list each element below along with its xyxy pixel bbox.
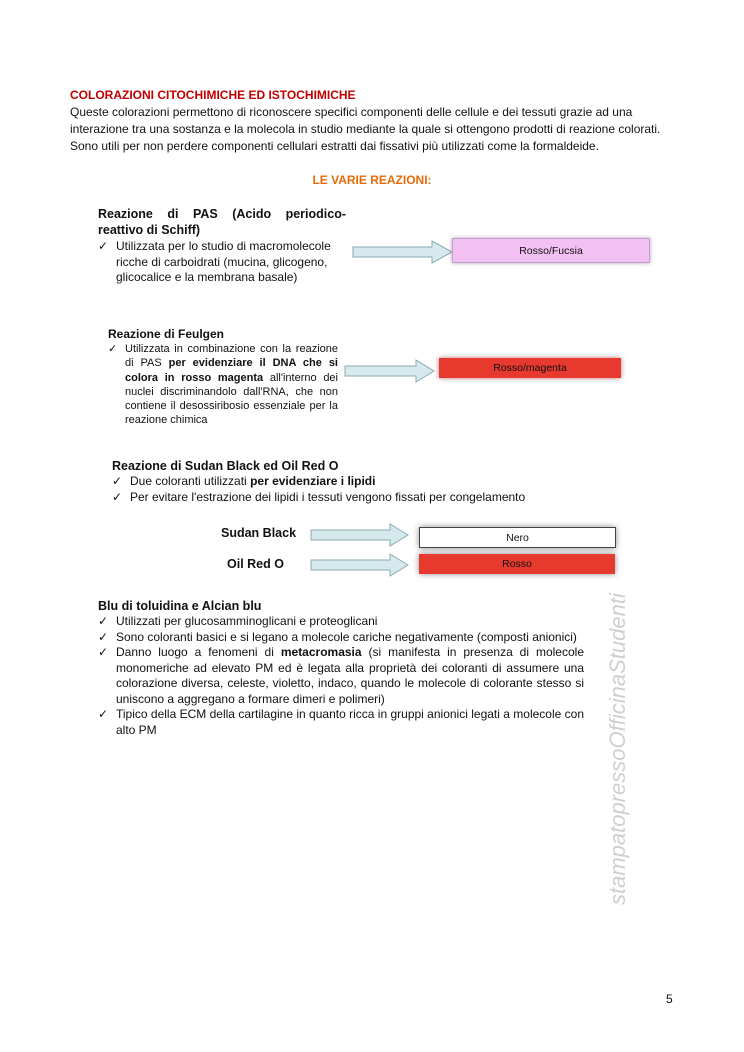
feulgen-bullet: ✓ Utilizzata in combinazione con la reazione di PAS per evidenziare il DNA che si colora in rosso magenta all'interno dei nuclei discriminandolo dall'RNA, che non contiene il desossiribosio essenziale per la reazione chimica <box>108 343 338 427</box>
pas-bullet: ✓ Utilizzata per lo studio di macromolecole ricche di carboidrati (mucina, glicogeno, glicocalice e la membrana basale) <box>98 239 331 284</box>
subheading: LE VARIE REAZIONI: <box>312 173 432 187</box>
sudan-bullet-1: ✓ Due coloranti utilizzati per evidenziare i lipidi <box>112 474 376 488</box>
checkmark-icon: ✓ <box>98 239 109 253</box>
sudan-title: Reazione di Sudan Black ed Oil Red O <box>112 459 339 473</box>
sudan-black-result-label: Nero <box>506 531 529 544</box>
oil-red-result-box <box>419 554 615 574</box>
section-heading: COLORAZIONI CITOCHIMICHE ED ISTOCHIMICHE <box>70 88 356 102</box>
checkmark-icon: ✓ <box>98 645 109 659</box>
pas-section <box>98 206 346 286</box>
intro-paragraph: Queste colorazioni permettono di riconoscere specifici componenti delle cellule e dei tessuti grazie ad una interazione tra una sostanza e la molecola in studio mediante la quale si ottengono prodotti di reazione colorati. Sono utili per non perdere componenti cellulari estratti dai fissativi più utilizzati come la formaldeide. <box>70 105 661 153</box>
pas-title: Reazione di PAS (Acido periodico-reattivo di Schiff) <box>98 207 346 237</box>
toluidina-bullet-2: ✓ Sono coloranti basici e si legano a molecole cariche negativamente (composti anionici) <box>98 629 577 644</box>
toluidina-bullet-3: ✓ Danno luogo a fenomeni di metacromasia (si manifesta in presenza di molecole monomeriche ad elevato PM ed è legata alla proprietà dei coloranti di assumere una colorazione diversa, celeste, violetto, indaco, quando le molecole di colorante stesso si uniscono a aggregano a formare dimeri e polimeri) <box>98 645 584 706</box>
toluidina-bullet-4: ✓ Tipico della ECM della cartilagine in quanto ricca in gruppi anionici legati a molecole con alto PM <box>98 707 584 737</box>
feulgen-title: Reazione di Feulgen <box>108 327 225 341</box>
checkmark-icon: ✓ <box>112 489 123 504</box>
toluidina-bullet-1: ✓ Utilizzati per glucosamminoglicani e proteoglicani <box>98 614 378 628</box>
arrow-right-icon <box>352 239 454 265</box>
toluidina-title: Blu di toluidina e Alcian blu <box>98 599 262 613</box>
page-number: 5 <box>666 992 673 1006</box>
sudan-section <box>112 458 592 505</box>
arrow-right-icon <box>344 358 436 384</box>
watermark: stampatopressoOfficinaStudenti <box>605 593 630 905</box>
checkmark-icon: ✓ <box>112 474 123 488</box>
oil-red-result-label: Rosso <box>502 558 532 570</box>
oil-red-label: Oil Red O <box>227 557 284 571</box>
pas-result-label: Rosso/Fucsia <box>519 244 583 257</box>
arrow-right-icon <box>310 552 410 578</box>
feulgen-result-box <box>439 358 621 378</box>
sudan-bullet-2: ✓ Per evitare l'estrazione dei lipidi i tessuti vengono fissati per congelamento <box>112 489 526 504</box>
pas-result-box <box>452 238 650 263</box>
checkmark-icon: ✓ <box>98 614 109 628</box>
feulgen-section <box>108 326 338 428</box>
checkmark-icon: ✓ <box>108 343 118 355</box>
sudan-black-result-box <box>419 527 616 548</box>
arrow-right-icon <box>310 522 410 548</box>
feulgen-result-label: Rosso/magenta <box>493 362 567 374</box>
checkmark-icon: ✓ <box>98 707 109 721</box>
checkmark-icon: ✓ <box>98 629 109 644</box>
sudan-black-label: Sudan Black <box>221 526 297 540</box>
toluidina-section <box>98 598 584 738</box>
